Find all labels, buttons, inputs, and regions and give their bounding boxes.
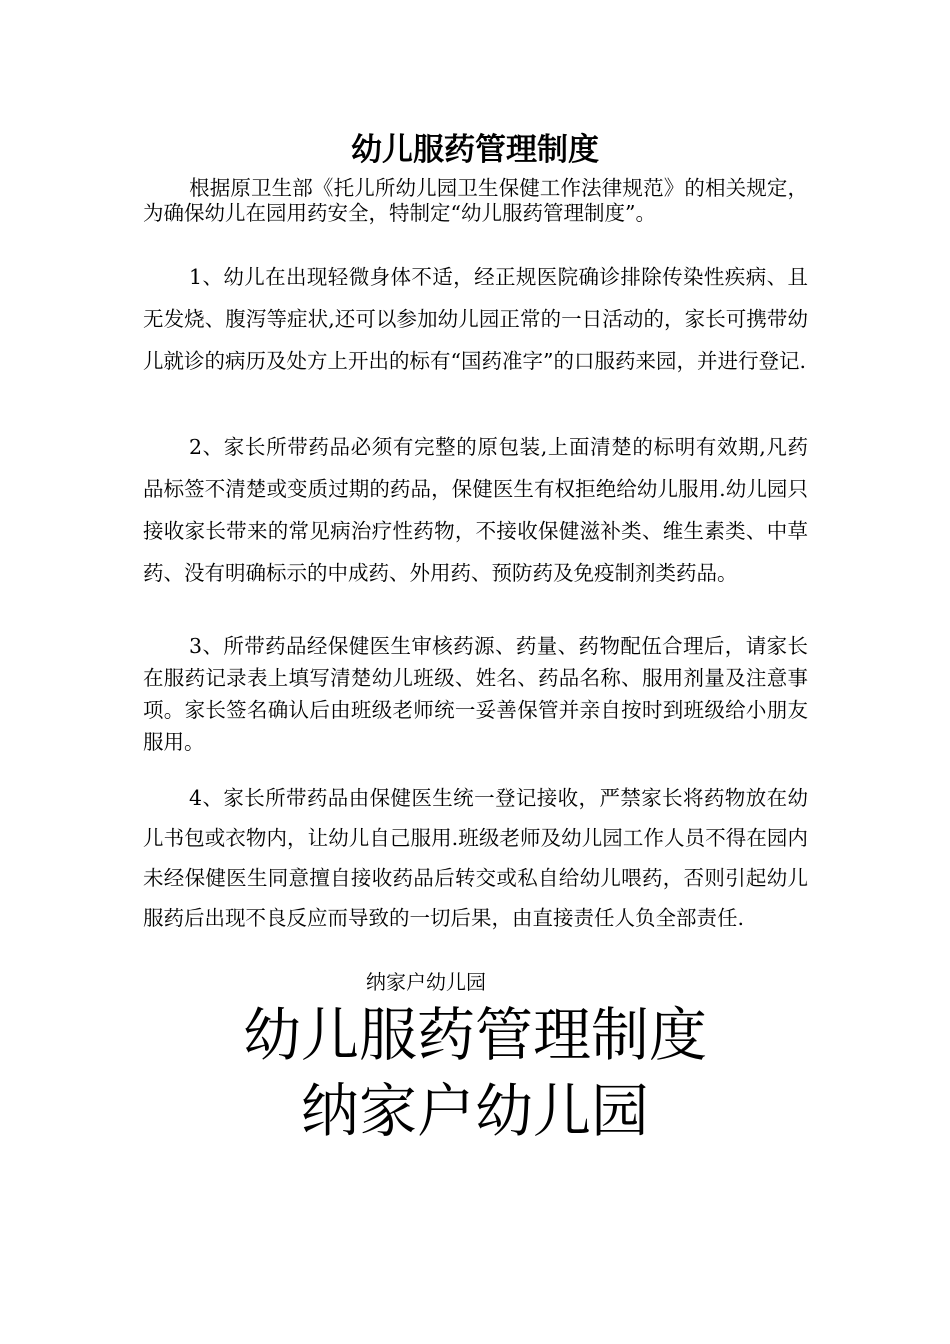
intro-paragraph xyxy=(143,176,808,226)
rule-item-2 xyxy=(143,426,808,594)
rule-item-4-text: 4、家长所带药品由保健医生统一登记接收，严禁家长将药物放在幼儿书包或衣物内，让幼儿自己服用.班级老师及幼儿园工作人员不得在园内未经保健医生同意擅自接收药品后转交或私自给幼儿喂药，否则引起幼儿服药后出现不良反应而导致的一切后果，由直接责任人负全部责任. xyxy=(143,786,808,930)
rule-item-3 xyxy=(143,630,808,758)
rule-item-4 xyxy=(143,778,808,938)
rule-item-2-text: 2、家长所带药品必须有完整的原包装,上面清楚的标明有效期,凡药品标签不清楚或变质过期的药品，保健医生有权拒绝给幼儿服用.幼儿园只接收家长带来的常见病治疗性药物，不接收保健滋补类、维生素类、中草药、没有明确标示的中成药、外用药、预防药及免疫制剂类药品。 xyxy=(143,435,808,585)
rule-item-3-text: 3、所带药品经保健医生审核药源、药量、药物配伍合理后，请家长在服药记录表上填写清楚幼儿班级、姓名、药品名称、服用剂量及注意事项。家长签名确认后由班级老师统一妥善保管并亲自按时到班级给小朋友服用。 xyxy=(143,634,808,754)
intro-text: 根据原卫生部《托儿所幼儿园卫生保健工作法律规范》的相关规定，为确保幼儿在园用药安全，特制定“幼儿服药管理制度”。 xyxy=(143,176,808,225)
rule-item-1 xyxy=(143,256,808,382)
large-organization-name: 纳家户幼儿园 xyxy=(300,1077,649,1145)
document-title: 幼儿服药管理制度 xyxy=(351,132,599,168)
large-title: 幼儿服药管理制度 xyxy=(242,1001,707,1069)
signature-kindergarten: 纳家户幼儿园 xyxy=(366,970,486,994)
rule-item-1-text: 1、幼儿在出现轻微身体不适，经正规医院确诊排除传染性疾病、且无发烧、腹泻等症状,还可以参加幼儿园正常的一日活动的，家长可携带幼儿就诊的病历及处方上开出的标有“国药准字”的口服药来园，并进行登记. xyxy=(143,265,808,373)
